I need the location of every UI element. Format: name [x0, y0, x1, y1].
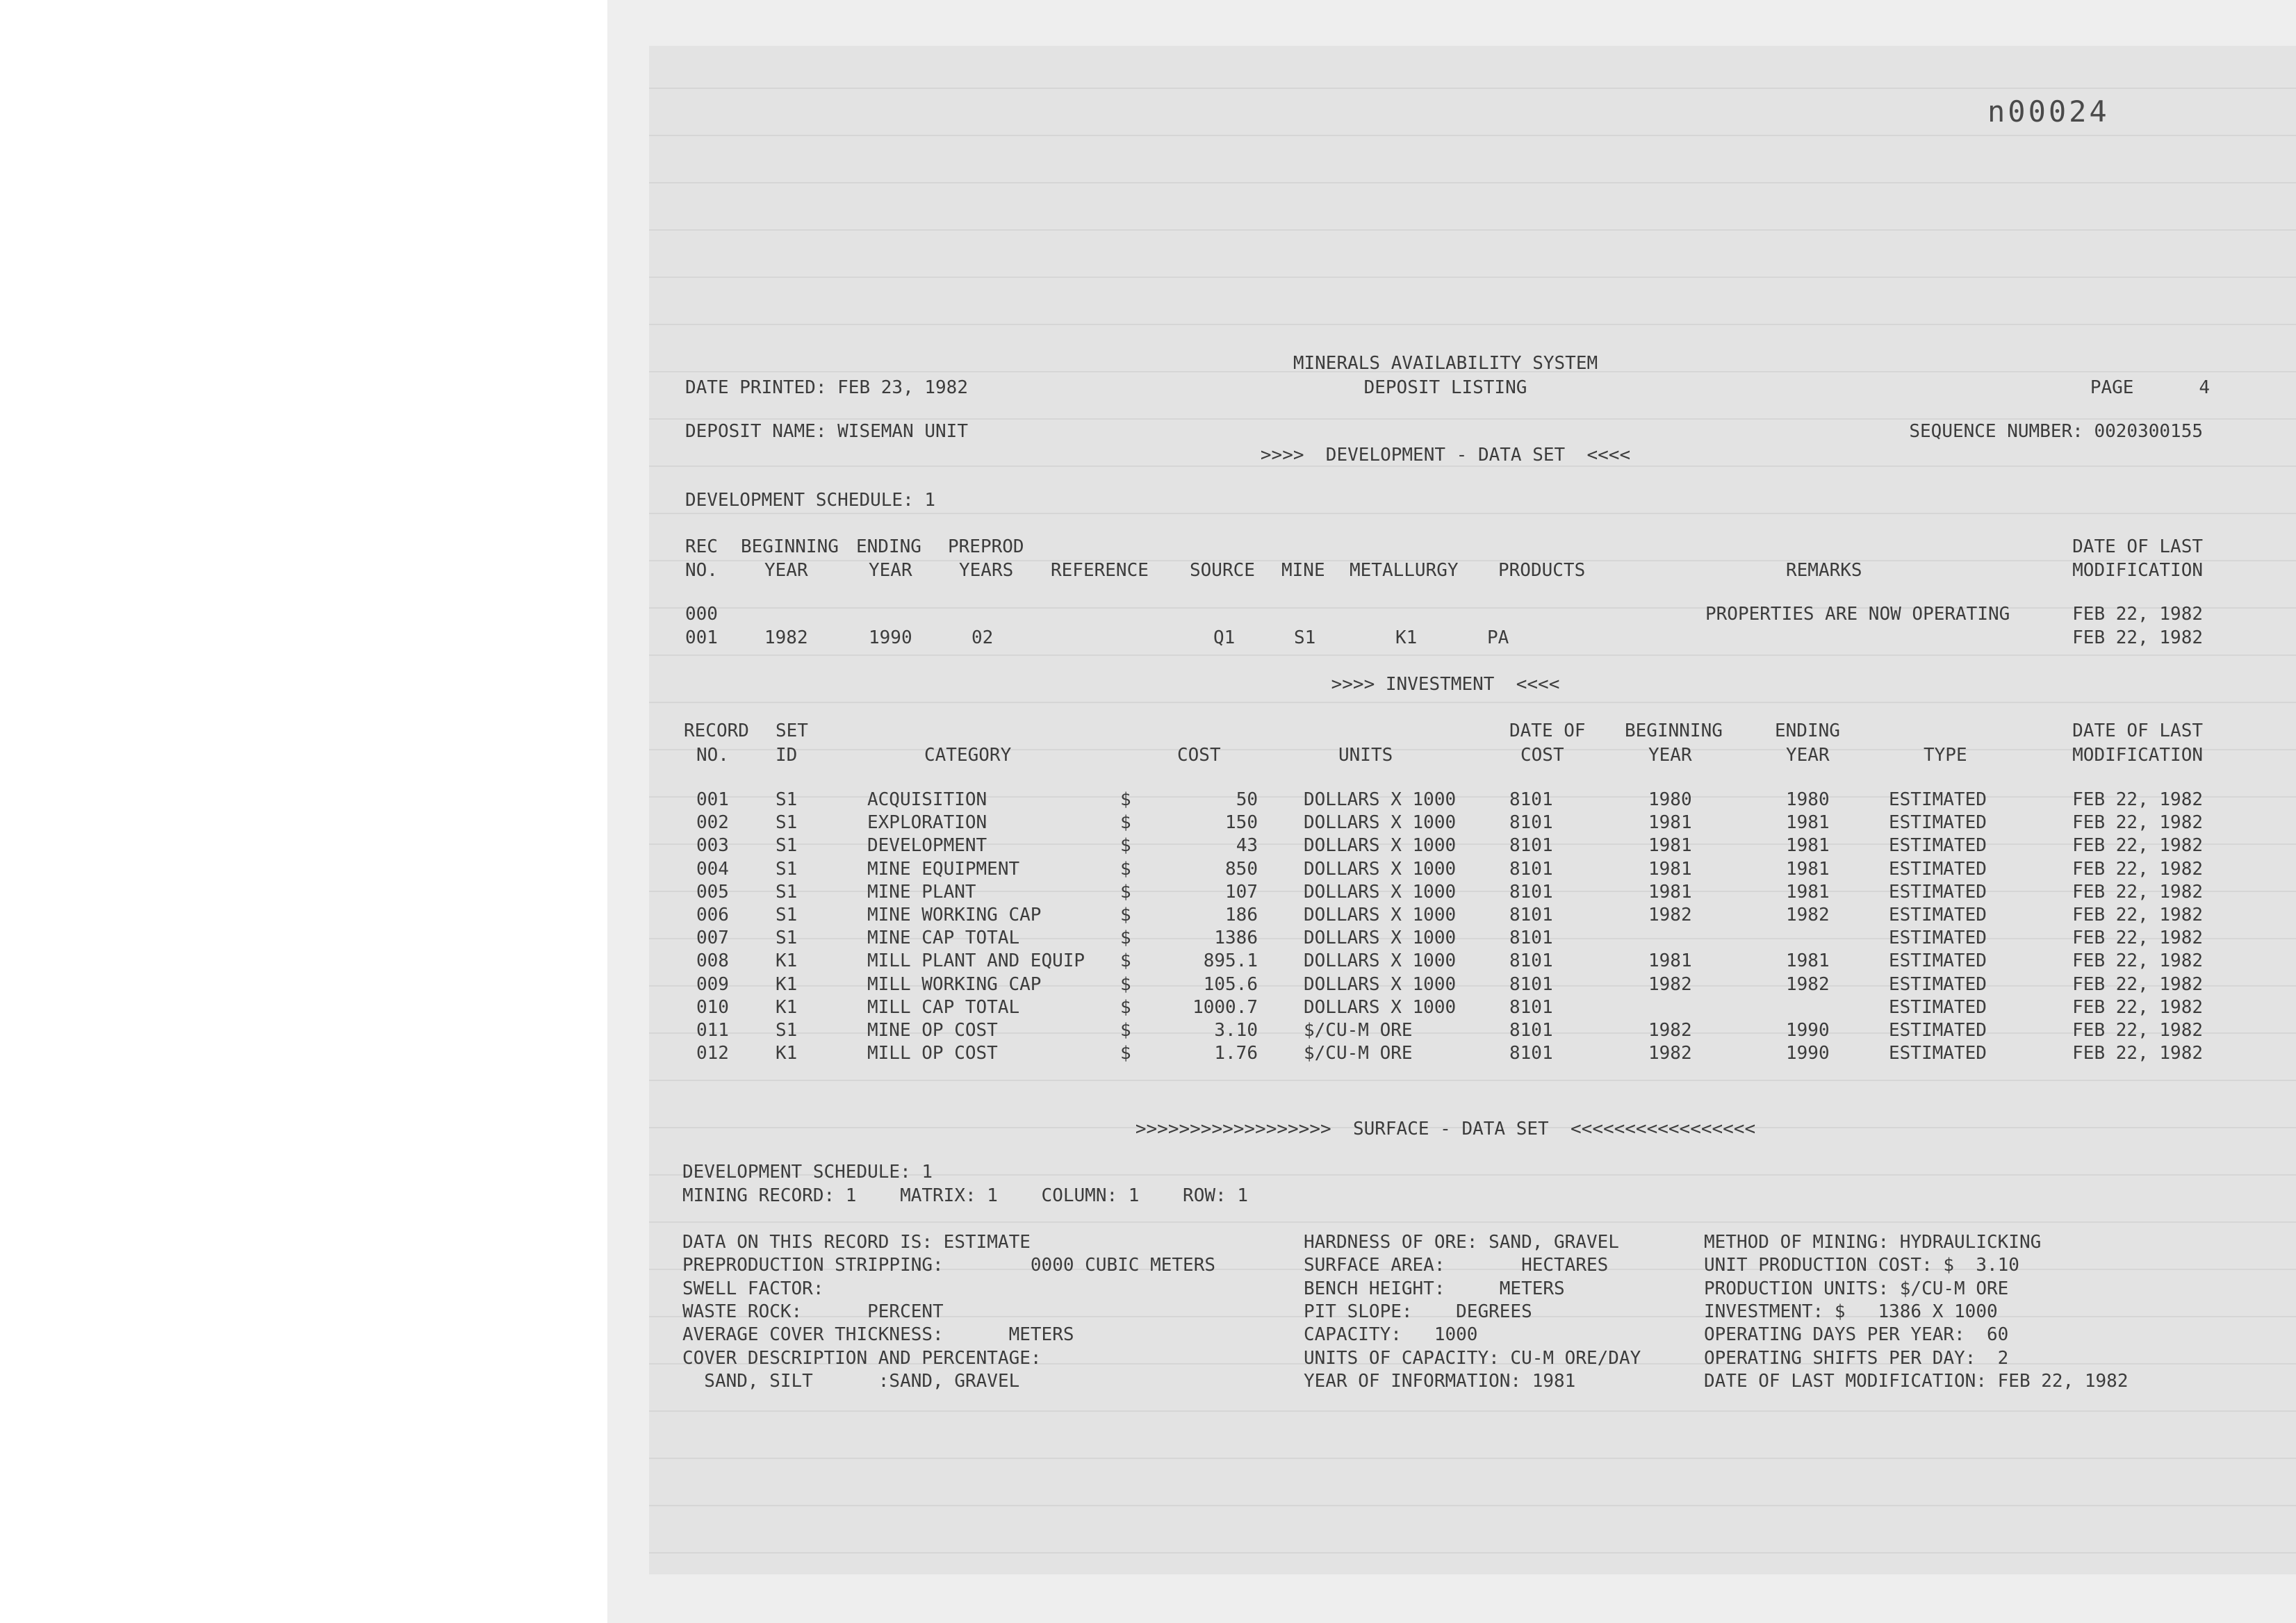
inv-record-no: 012	[696, 1043, 729, 1064]
inv-units: DOLLARS X 1000	[1304, 950, 1457, 972]
dev-ending-year: 1990	[869, 627, 912, 648]
inv-header-ending: ENDING	[1775, 720, 1840, 741]
table-row	[0, 835, 2296, 858]
inv-record-no: 004	[696, 858, 729, 880]
inv-date-of-cost: 8101	[1509, 789, 1553, 810]
inv-header-type: TYPE	[1924, 745, 1967, 766]
inv-header-category: CATEGORY	[924, 745, 1012, 766]
table-row	[0, 950, 2296, 973]
inv-units: DOLLARS X 1000	[1304, 858, 1457, 880]
inv-beginning-year: 1982	[1648, 973, 1692, 995]
surface-line-ore: BENCH HEIGHT: METERS	[1304, 1278, 1565, 1299]
inv-currency-sign: $	[1120, 812, 1131, 834]
surface-line-stripping: PREPRODUCTION STRIPPING: 0000 CUBIC METERS	[682, 1255, 1216, 1276]
inv-ending-year: 1981	[1786, 812, 1830, 834]
inv-date-modified: FEB 22, 1982	[2072, 858, 2203, 880]
surface-line-mining: DATE OF LAST MODIFICATION: FEB 22, 1982	[1704, 1370, 2129, 1392]
inv-type: ESTIMATED	[1889, 789, 1987, 810]
inv-type: ESTIMATED	[1889, 858, 1987, 880]
inv-set-id: K1	[776, 996, 798, 1018]
inv-beginning-year: 1982	[1648, 905, 1692, 925]
dev-header-beginning: BEGINNING	[741, 536, 839, 557]
inv-set-id: S1	[776, 905, 798, 925]
inv-type: ESTIMATED	[1889, 905, 1987, 925]
dev-header-ending-year: YEAR	[869, 560, 912, 581]
inv-cost: 1000.7	[1192, 996, 1258, 1018]
inv-cost: 895.1	[1203, 950, 1258, 972]
inv-beginning-year: 1982	[1648, 1043, 1692, 1064]
inv-beginning-year: 1981	[1648, 812, 1692, 834]
inv-category: MILL PLANT AND EQUIP	[867, 950, 1085, 972]
surface-banner: >>>>>>>>>>>>>>>>>> SURFACE - DATA SET <<<<<<<<<<<<<<<<<	[1135, 1119, 1756, 1139]
surface-line-ore: YEAR OF INFORMATION: 1981	[1304, 1370, 1576, 1392]
dev-rec: 001	[685, 627, 718, 648]
inv-ending-year: 1990	[1786, 1020, 1830, 1041]
inv-set-id: S1	[776, 789, 798, 810]
table-row	[0, 974, 2296, 997]
inv-cost: 3.10	[1214, 1020, 1258, 1041]
inv-cost: 850	[1225, 858, 1258, 880]
dev-beginning-year: 1982	[764, 627, 808, 648]
inv-category: MINE OP COST	[867, 1020, 998, 1041]
mining-record-line: MINING RECORD: 1 MATRIX: 1 COLUMN: 1 ROW: 1	[682, 1185, 1248, 1206]
inv-category: MILL WORKING CAP	[867, 973, 1042, 995]
table-row	[0, 1020, 2296, 1043]
inv-ending-year: 1981	[1786, 835, 1830, 857]
inv-date-modified: FEB 22, 1982	[2072, 881, 2203, 903]
inv-units: $/CU-M ORE	[1304, 1020, 1413, 1041]
inv-ending-year: 1982	[1786, 973, 1830, 995]
inv-currency-sign: $	[1120, 789, 1131, 810]
inv-header-beginning-year: YEAR	[1648, 745, 1692, 766]
dev-metallurgy: K1	[1395, 627, 1418, 648]
dev-header-ending: ENDING	[856, 536, 921, 557]
inv-date-modified: FEB 22, 1982	[2072, 973, 2203, 995]
inv-units: $/CU-M ORE	[1304, 1043, 1413, 1064]
inv-currency-sign: $	[1120, 996, 1131, 1018]
inv-currency-sign: $	[1120, 835, 1131, 857]
dev-date: FEB 22, 1982	[2072, 627, 2203, 648]
sequence-number: SEQUENCE NUMBER: 0020300155	[1909, 421, 2203, 442]
inv-header-record-no: NO.	[696, 745, 729, 766]
surface-line-mining: UNIT PRODUCTION COST: $ 3.10	[1704, 1255, 2019, 1276]
inv-date-modified: FEB 22, 1982	[2072, 950, 2203, 972]
inv-record-no: 003	[696, 835, 729, 857]
inv-type: ESTIMATED	[1889, 1043, 1987, 1064]
table-row	[0, 1043, 2296, 1066]
date-printed: DATE PRINTED: FEB 23, 1982	[685, 377, 968, 398]
inv-record-no: 008	[696, 950, 729, 972]
inv-header-set-id: ID	[776, 745, 798, 766]
inv-header-date-last: DATE OF LAST	[2072, 720, 2203, 741]
inv-category: DEVELOPMENT	[867, 835, 987, 857]
inv-header-units: UNITS	[1338, 745, 1393, 766]
inv-set-id: K1	[776, 1043, 798, 1064]
dev-preprod-years: 02	[971, 627, 994, 648]
table-row	[0, 812, 2296, 835]
inv-type: ESTIMATED	[1889, 835, 1987, 857]
inv-beginning-year: 1982	[1648, 1020, 1692, 1041]
development-banner: >>>> DEVELOPMENT - DATA SET <<<<	[1260, 445, 1631, 466]
inv-category: MILL OP COST	[867, 1043, 998, 1064]
inv-cost: 150	[1225, 812, 1258, 834]
inv-ending-year: 1981	[1786, 950, 1830, 972]
inv-units: DOLLARS X 1000	[1304, 996, 1457, 1018]
inv-header-cost: COST	[1177, 745, 1221, 766]
inv-currency-sign: $	[1120, 950, 1131, 972]
dev-header-rec: REC	[685, 536, 718, 557]
listing-title: DEPOSIT LISTING	[1363, 377, 1527, 398]
surface-line-stripping: DATA ON THIS RECORD IS: ESTIMATE	[682, 1232, 1031, 1253]
inv-date-of-cost: 8101	[1509, 905, 1553, 925]
inv-record-no: 011	[696, 1020, 729, 1041]
dev-header-preprod-years: YEARS	[959, 560, 1014, 581]
inv-cost: 186	[1225, 905, 1258, 925]
inv-units: DOLLARS X 1000	[1304, 881, 1457, 903]
inv-date-modified: FEB 22, 1982	[2072, 1020, 2203, 1041]
inv-currency-sign: $	[1120, 973, 1131, 995]
inv-date-of-cost: 8101	[1509, 812, 1553, 834]
deposit-name: DEPOSIT NAME: WISEMAN UNIT	[685, 421, 968, 442]
inv-type: ESTIMATED	[1889, 928, 1987, 949]
table-row	[0, 928, 2296, 950]
surface-line-mining: METHOD OF MINING: HYDRAULICKING	[1704, 1232, 2042, 1253]
inv-record-no: 002	[696, 812, 729, 834]
inv-units: DOLLARS X 1000	[1304, 835, 1457, 857]
inv-beginning-year: 1981	[1648, 858, 1692, 880]
inv-header-date-of: DATE OF	[1509, 720, 1586, 741]
dev-remarks: PROPERTIES ARE NOW OPERATING	[1705, 604, 2010, 625]
inv-cost: 1.76	[1214, 1043, 1258, 1064]
inv-ending-year: 1981	[1786, 858, 1830, 880]
dev-source: Q1	[1213, 627, 1236, 648]
inv-set-id: K1	[776, 973, 798, 995]
table-row	[0, 627, 2296, 650]
dev-header-reference: REFERENCE	[1051, 560, 1149, 581]
surface-line-ore: CAPACITY: 1000	[1304, 1324, 1478, 1346]
inv-category: MILL CAP TOTAL	[867, 996, 1020, 1018]
inv-record-no: 001	[696, 789, 729, 810]
surface-line-stripping: AVERAGE COVER THICKNESS: METERS	[682, 1324, 1074, 1346]
inv-cost: 107	[1225, 881, 1258, 903]
inv-header-beginning: BEGINNING	[1625, 720, 1723, 741]
surface-line-stripping: COVER DESCRIPTION AND PERCENTAGE:	[682, 1347, 1042, 1369]
dev-header-rec-no: NO.	[685, 560, 718, 581]
inv-record-no: 009	[696, 973, 729, 995]
inv-set-id: S1	[776, 1020, 798, 1041]
inv-set-id: S1	[776, 881, 798, 903]
inv-units: DOLLARS X 1000	[1304, 928, 1457, 949]
inv-ending-year: 1982	[1786, 905, 1830, 925]
dev-header-source: SOURCE	[1190, 560, 1255, 581]
surface-development-schedule: DEVELOPMENT SCHEDULE: 1	[682, 1162, 933, 1183]
inv-record-no: 006	[696, 905, 729, 925]
inv-cost: 105.6	[1203, 973, 1258, 995]
surface-line-stripping: SWELL FACTOR:	[682, 1278, 824, 1299]
inv-date-of-cost: 8101	[1509, 858, 1553, 880]
table-row	[0, 859, 2296, 882]
table-row	[0, 604, 2296, 627]
inv-ending-year: 1980	[1786, 789, 1830, 810]
inv-type: ESTIMATED	[1889, 812, 1987, 834]
surface-line-stripping: SAND, SILT :SAND, GRAVEL	[682, 1370, 1020, 1392]
inv-cost: 43	[1236, 835, 1258, 857]
inv-ending-year: 1990	[1786, 1043, 1830, 1064]
inv-beginning-year: 1980	[1648, 789, 1692, 810]
inv-units: DOLLARS X 1000	[1304, 812, 1457, 834]
inv-units: DOLLARS X 1000	[1304, 789, 1457, 810]
dev-header-metallurgy: METALLURGY	[1350, 560, 1459, 581]
inv-header-modification: MODIFICATION	[2072, 745, 2203, 766]
inv-currency-sign: $	[1120, 928, 1131, 949]
surface-line-mining: OPERATING SHIFTS PER DAY: 2	[1704, 1347, 2009, 1369]
dev-rec: 000	[685, 604, 718, 625]
surface-line-mining: PRODUCTION UNITS: $/CU-M ORE	[1704, 1278, 2009, 1299]
inv-date-of-cost: 8101	[1509, 1020, 1553, 1041]
document-number-stamp: n00024	[1987, 94, 2110, 129]
inv-date-modified: FEB 22, 1982	[2072, 905, 2203, 925]
inv-set-id: S1	[776, 858, 798, 880]
dev-header-remarks: REMARKS	[1786, 560, 1862, 581]
inv-date-of-cost: 8101	[1509, 928, 1553, 949]
surface-line-mining: INVESTMENT: $ 1386 X 1000	[1704, 1301, 1998, 1322]
investment-banner: >>>> INVESTMENT <<<<	[1331, 674, 1560, 695]
inv-beginning-year: 1981	[1648, 835, 1692, 857]
inv-category: EXPLORATION	[867, 812, 987, 834]
inv-date-of-cost: 8101	[1509, 996, 1553, 1018]
inv-cost: 1386	[1214, 928, 1258, 949]
inv-date-modified: FEB 22, 1982	[2072, 996, 2203, 1018]
table-row	[0, 997, 2296, 1020]
surface-line-ore: SURFACE AREA: HECTARES	[1304, 1255, 1609, 1276]
surface-line-stripping: WASTE ROCK: PERCENT	[682, 1301, 944, 1322]
page-number: PAGE 4	[2090, 377, 2210, 398]
inv-beginning-year: 1981	[1648, 881, 1692, 903]
surface-line-ore: PIT SLOPE: DEGREES	[1304, 1301, 1532, 1322]
dev-mine: S1	[1294, 627, 1316, 648]
inv-beginning-year: 1981	[1648, 950, 1692, 972]
inv-date-modified: FEB 22, 1982	[2072, 812, 2203, 834]
inv-type: ESTIMATED	[1889, 1020, 1987, 1041]
inv-type: ESTIMATED	[1889, 973, 1987, 995]
inv-currency-sign: $	[1120, 1020, 1131, 1041]
inv-date-of-cost: 8101	[1509, 1043, 1553, 1064]
dev-date: FEB 22, 1982	[2072, 604, 2203, 625]
inv-currency-sign: $	[1120, 905, 1131, 925]
inv-header-ending-year: YEAR	[1786, 745, 1830, 766]
inv-date-of-cost: 8101	[1509, 973, 1553, 995]
dev-header-preprod: PREPROD	[948, 536, 1024, 557]
dev-header-beginning-year: YEAR	[764, 560, 808, 581]
inv-cost: 50	[1236, 789, 1258, 810]
system-title: MINERALS AVAILABILITY SYSTEM	[1293, 353, 1598, 374]
inv-date-modified: FEB 22, 1982	[2072, 928, 2203, 949]
inv-date-modified: FEB 22, 1982	[2072, 835, 2203, 857]
inv-category: MINE CAP TOTAL	[867, 928, 1020, 949]
table-row	[0, 882, 2296, 905]
table-row	[0, 789, 2296, 812]
inv-set-id: S1	[776, 835, 798, 857]
inv-type: ESTIMATED	[1889, 950, 1987, 972]
inv-header-set: SET	[776, 720, 808, 741]
inv-set-id: K1	[776, 950, 798, 972]
inv-record-no: 005	[696, 881, 729, 903]
inv-date-of-cost: 8101	[1509, 835, 1553, 857]
table-row	[0, 905, 2296, 928]
development-schedule: DEVELOPMENT SCHEDULE: 1	[685, 490, 936, 511]
dev-header-modification: MODIFICATION	[2072, 560, 2203, 581]
inv-date-of-cost: 8101	[1509, 881, 1553, 903]
inv-units: DOLLARS X 1000	[1304, 973, 1457, 995]
inv-category: MINE WORKING CAP	[867, 905, 1042, 925]
inv-set-id: S1	[776, 812, 798, 834]
inv-category: ACQUISITION	[867, 789, 987, 810]
inv-header-date-cost: COST	[1520, 745, 1564, 766]
inv-category: MINE EQUIPMENT	[867, 858, 1020, 880]
inv-date-modified: FEB 22, 1982	[2072, 789, 2203, 810]
inv-category: MINE PLANT	[867, 881, 976, 903]
inv-date-modified: FEB 22, 1982	[2072, 1043, 2203, 1064]
inv-currency-sign: $	[1120, 881, 1131, 903]
dev-header-date-last: DATE OF LAST	[2072, 536, 2203, 557]
inv-header-record: RECORD	[684, 720, 749, 741]
inv-currency-sign: $	[1120, 858, 1131, 880]
inv-type: ESTIMATED	[1889, 881, 1987, 903]
surface-line-mining: OPERATING DAYS PER YEAR: 60	[1704, 1324, 2009, 1346]
inv-date-of-cost: 8101	[1509, 950, 1553, 972]
inv-set-id: S1	[776, 928, 798, 949]
surface-line-ore: HARDNESS OF ORE: SAND, GRAVEL	[1304, 1232, 1619, 1253]
inv-type: ESTIMATED	[1889, 996, 1987, 1018]
inv-currency-sign: $	[1120, 1043, 1131, 1064]
inv-units: DOLLARS X 1000	[1304, 905, 1457, 925]
dev-header-mine: MINE	[1281, 560, 1325, 581]
dev-products: PA	[1487, 627, 1509, 648]
inv-record-no: 007	[696, 928, 729, 949]
dev-header-products: PRODUCTS	[1498, 560, 1586, 581]
inv-ending-year: 1981	[1786, 881, 1830, 903]
surface-line-ore: UNITS OF CAPACITY: CU-M ORE/DAY	[1304, 1347, 1641, 1369]
inv-record-no: 010	[696, 996, 729, 1018]
